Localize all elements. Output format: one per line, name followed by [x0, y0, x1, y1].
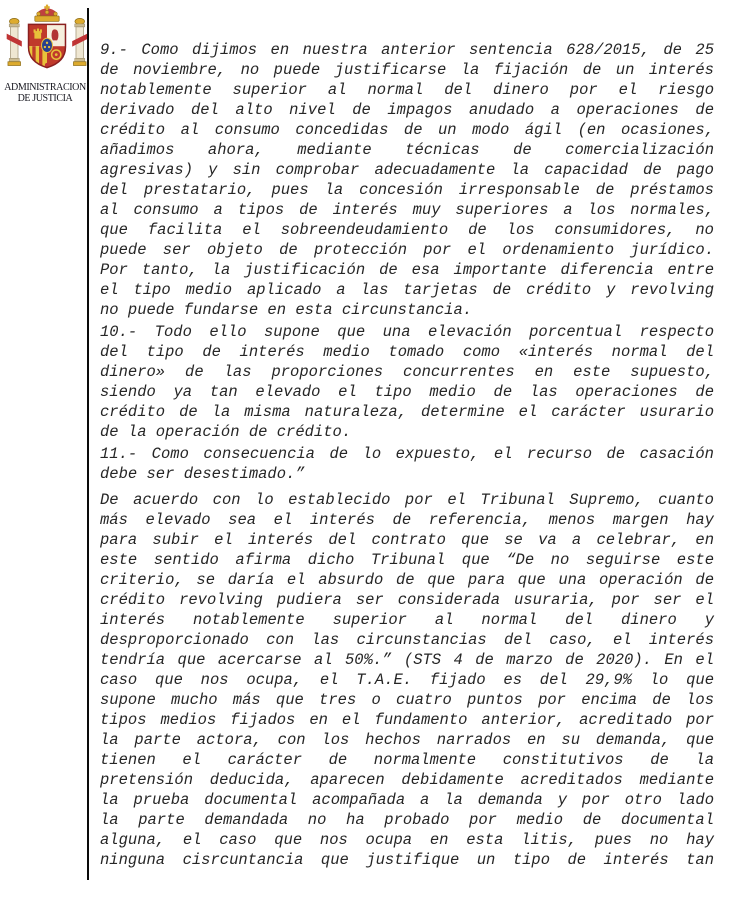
text-line: agresivas) y sin comprobar adecuadamente la capacidad de pago [100, 161, 714, 179]
text-line: tipos medios fijados en el fundamento anterior, acreditado por [100, 711, 714, 729]
spain-coat-of-arms-logo [5, 3, 89, 81]
text-line: crédito revolving pudiera ser considerada usuraria, por ser el [100, 591, 714, 609]
text-line: la parte demandada no ha probado por medio de documental [100, 811, 714, 829]
text-line: de la operación de crédito. [100, 423, 352, 441]
document-body [100, 40, 714, 870]
left-pillar-icon [7, 18, 22, 65]
text-line: este sentido afirma dicho Tribunal que “De no seguirse este [100, 551, 714, 569]
text-line: crédito al consumo concedidas de un modo ágil (en ocasiones, [100, 121, 714, 139]
text-line: al consumo a tipos de interés muy superiores a los normales, [100, 201, 714, 219]
text-line: más elevado sea el interés de referencia, menos margen hay [100, 511, 714, 529]
text-line: desproporcionado con las circunstancias del caso, el interés [100, 631, 714, 649]
text-line: notablemente superior al normal del dinero por el riesgo [100, 81, 714, 99]
text-line: pretensión deducida, aparecen debidamente acreditados mediante [100, 771, 714, 789]
org-name-line2: DE JUSTICIA [17, 93, 73, 104]
crown-icon [35, 5, 59, 22]
text-line: para subir el interés del contrato que se va a celebrar, en [100, 531, 714, 549]
text-line: Por tanto, la justificación de esa importante diferencia entre [100, 261, 714, 279]
text-line: 9.- Como dijimos en nuestra anterior sentencia 628/2015, de 25 [100, 41, 714, 59]
text-line: no puede fundarse en esta circunstancia. [100, 301, 473, 319]
text-line: puede ser objeto de protección por el ordenamiento jurídico. [100, 241, 714, 259]
text-line: tienen el carácter de normalmente constitutivos de la [100, 751, 714, 769]
text-line: del prestatario, pues la concesión irresponsable de préstamos [100, 181, 714, 199]
text-line: de noviembre, no puede justificarse la fijación de un interés [100, 61, 714, 79]
text-line: De acuerdo con lo establecido por el Tribunal Supremo, cuanto [100, 491, 714, 509]
vertical-divider [87, 8, 89, 880]
text-line: criterio, se daría el absurdo de que para que una operación de [100, 571, 714, 589]
text-line: derivado del alto nivel de impagos anudado a operaciones de [100, 101, 714, 119]
paragraph-fundamento-11 [100, 444, 714, 484]
text-line: la prueba documental acompañada a la demanda y por otro lado [100, 791, 714, 809]
text-line: tendría que acercarse al 50%.” (STS 4 de marzo de 2020). En el [100, 651, 714, 669]
text-line: añadimos ahora, mediante técnicas de comercialización [100, 141, 714, 159]
paragraph-valoracion [100, 490, 714, 870]
org-name-line1: ADMINISTRACION [4, 82, 86, 93]
shield-icon [29, 24, 66, 68]
text-line: 10.- Todo ello supone que una elevación porcentual respecto [100, 323, 714, 341]
text-line: el tipo medio aplicado a las tarjetas de crédito y revolving [100, 281, 714, 299]
text-line: siendo ya tan elevado el tipo medio de las operaciones de [100, 383, 714, 401]
text-line: interés notablemente superior al normal del dinero y [100, 611, 714, 629]
right-pillar-icon [72, 18, 87, 65]
text-line: 11.- Como consecuencia de lo expuesto, el recurso de casación [100, 445, 714, 463]
paragraph-fundamento-10 [100, 322, 714, 442]
text-line: del tipo de interés medio tomado como «interés normal del [100, 343, 714, 361]
text-line: la parte actora, con los hechos narrados en su demanda, que [100, 731, 714, 749]
text-line: debe ser desestimado.” [100, 465, 305, 483]
text-line: que facilita el sobreendeudamiento de los consumidores, no [100, 221, 714, 239]
text-line: dinero» de las proporciones concurrentes en este supuesto, [100, 363, 714, 381]
text-line: alguna, el caso que nos ocupa en esta litis, pues no hay [100, 831, 714, 849]
text-line: ninguna cisrcuntancia que justifique un tipo de interés tan [100, 851, 714, 869]
text-line: caso que nos ocupa, el T.A.E. fijado es del 29,9% lo que [100, 671, 714, 689]
text-line: crédito de la misma naturaleza, determine el carácter usurario [100, 403, 714, 421]
org-name [0, 82, 90, 104]
paragraph-fundamento-9 [100, 40, 714, 320]
text-line: supone mucho más que tres o cuatro puntos por encima de los [100, 691, 714, 709]
